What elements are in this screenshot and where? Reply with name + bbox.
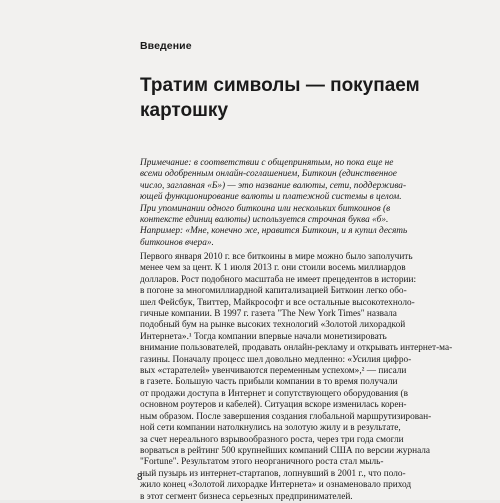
note-line: биткоинов вчера». <box>140 237 214 248</box>
body-line: гичные компании. В 1997 г. газета "The New York Times" назвала <box>140 309 397 320</box>
page-number: 8 <box>137 472 143 483</box>
chapter-title-line: Тратим символы — покупаем <box>140 75 420 96</box>
note-line: всеми одобренным онлайн-соглашением, Биткоин (единственное <box>140 169 397 180</box>
chapter-title-line: картошку <box>140 100 229 121</box>
body-line: ной сети компании натолкнулись на золотую жилу и в результате, <box>140 423 401 434</box>
note-line: контексте единиц валюты) используется строчная буква «б». <box>140 215 389 226</box>
body-line: жило конец «Золотой лихорадке Интернета» и ознаменовало приход <box>140 480 412 491</box>
body-line: ный пузырь из интернет-стартапов, лопнувший в 2001 г., что поло- <box>140 468 406 479</box>
section-heading: Введение <box>140 40 192 52</box>
note-line: число, заглавная «Б») — это название валюты, сети, поддержива- <box>140 180 407 191</box>
note-line: При упоминании одного биткоина или нескольких биткоинов (в <box>140 203 391 214</box>
body-paragraph <box>140 252 468 503</box>
body-line: "Fortune". Результатом этого неорганичного роста стал мыль- <box>140 457 384 468</box>
body-line: внимание пользователей, продавать онлайн-рекламу и открывать интернет-ма- <box>140 343 453 354</box>
note-line: Например: «Мне, конечно же, нравится Биткоин, и я купил десять <box>140 226 408 237</box>
body-line: вых «старателей» увенчиваются переменным успехом»,² — писали <box>140 366 407 377</box>
body-line: газины. Поначалу процесс шел довольно медленно: «Усилия цифро- <box>140 354 412 365</box>
body-line: в газете. Большую часть прибыли компании в то время получали <box>140 377 398 388</box>
body-line: менее чем за цент. К 1 июля 2013 г. они стоили восемь миллиардов <box>140 263 406 274</box>
note-line: Примечание: в соответствии с общепринятым, но пока еще не <box>140 158 394 168</box>
body-line: в этот сегмент бизнеса серьезных предпринимателей. <box>140 491 353 502</box>
body-line: ворваться в рейтинг 500 крупнейших компаний США по версии журнала <box>140 445 431 456</box>
body-line: от продажи доступа в Интернет и сопутствующего оборудования (в <box>140 388 408 399</box>
note-line: ющей функционирование валюты и платежной системы в целом. <box>140 192 402 203</box>
body-line: долларов. Рост подобного масштаба не имеет прецедентов в истории: <box>140 274 417 285</box>
body-line: подобный бум на рынке высоких технологий «Золотой лихорадкой <box>140 320 406 331</box>
chapter-title <box>140 73 440 123</box>
body-line: в погоне за многомиллиардной капитализацией Биткоин легко обо- <box>140 286 407 297</box>
note-paragraph <box>140 158 468 249</box>
body-line: ным образом. После завершения создания глобальной маршрутизирован- <box>140 411 432 422</box>
body-line: за счет нереального взрывообразного роста, через три года смогли <box>140 434 404 445</box>
body-line: шел Фейсбук, Твиттер, Майкрософт и все остальные высокотехноло- <box>140 297 415 308</box>
body-line: Первого января 2010 г. все биткоины в мире можно было заполучить <box>140 252 413 262</box>
body-line: основном роутеров и кабелей). Ситуация вскоре изменилась корен- <box>140 400 407 411</box>
body-line: Интернета».¹ Тогда компании впервые начали монетизировать <box>140 331 387 342</box>
